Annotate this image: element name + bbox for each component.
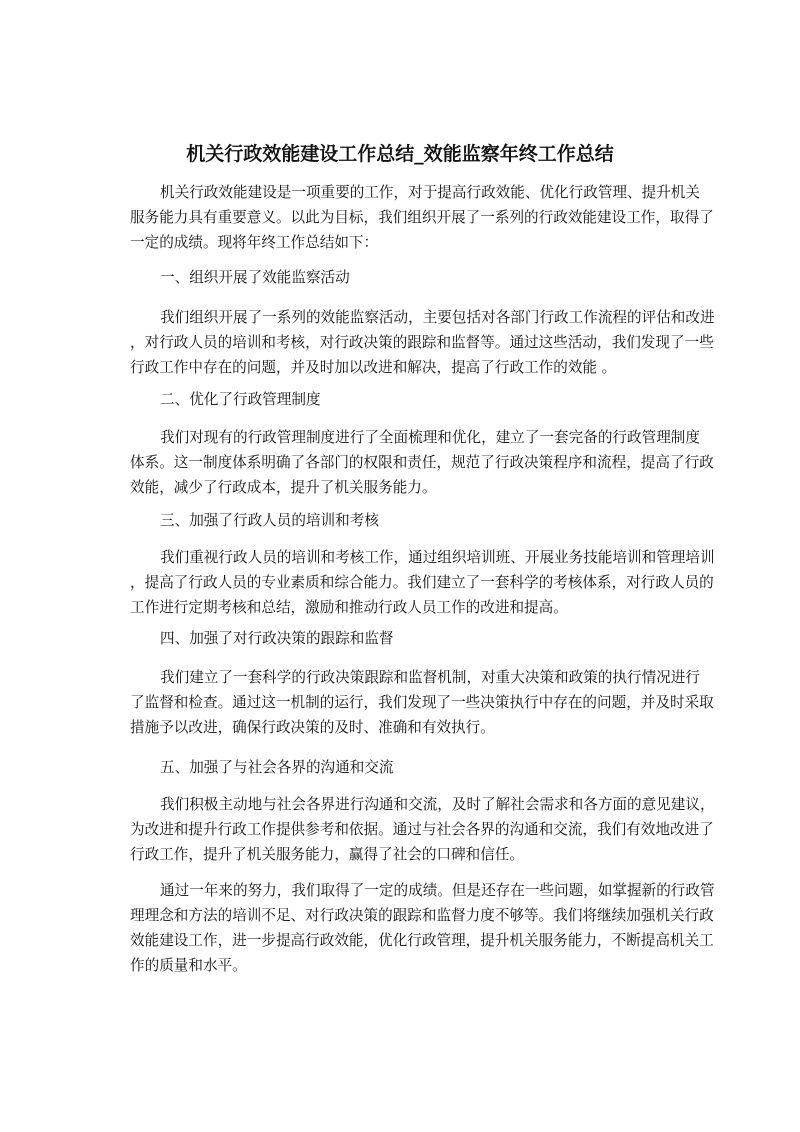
paragraph-line: 为改进和提升行政工作提供参考和依据。通过与社会各界的沟通和交流，我们有效地改进了 — [130, 821, 714, 838]
section-paragraph-5 — [130, 792, 715, 867]
section-heading-1: 一、组织开展了效能监察活动 — [160, 269, 350, 286]
paragraph-line: ，提高了行政人员的专业素质和综合能力。我们建立了一套科学的考核体系，对行政人员的 — [130, 574, 714, 591]
paragraph-line: ，对行政人员的培训和考核，对行政决策的跟踪和监督等。通过这些活动，我们发现了一些 — [130, 334, 714, 351]
conclusion-paragraph — [130, 878, 715, 978]
paragraph-line: 效能，减少了行政成本，提升了机关服务能力。 — [130, 479, 437, 496]
paragraph-line: 我们积极主动地与社会各界进行沟通和交流，及时了解社会需求和各方面的意见建议， — [160, 796, 715, 813]
section-heading-4: 四、加强了对行政决策的跟踪和监督 — [160, 630, 394, 647]
paragraph-line: 我们建立了一套科学的行政决策跟踪和监督机制，对重大决策和政策的执行情况进行 — [160, 669, 700, 686]
paragraph-line: 工作进行定期考核和总结，激励和推动行政人员工作的改进和提高。 — [130, 599, 568, 616]
paragraph-line: 我们组织开展了一系列的效能监察活动，主要包括对各部门行政工作流程的评估和改进 — [160, 309, 715, 326]
paragraph-line: 措施予以改进，确保行政决策的及时、准确和有效执行。 — [130, 719, 495, 736]
paragraph-line: 机关行政效能建设是一项重要的工作，对于提高行政效能、优化行政管理、提升机关 — [160, 184, 700, 201]
paragraph-line: 服务能力具有重要意义。以此为目标，我们组织开展了一系列的行政效能建设工作，取得了 — [130, 209, 714, 226]
section-heading-5: 五、加强了与社会各界的沟通和交流 — [160, 759, 394, 776]
paragraph-line: 通过一年来的努力，我们取得了一定的成绩。但是还存在一些问题，如掌握新的行政管 — [160, 882, 715, 899]
paragraph-line: 行政工作，提升了机关服务能力，赢得了社会的口碑和信任。 — [130, 846, 525, 863]
section-paragraph-3 — [130, 545, 715, 620]
paragraph-line: 我们对现有的行政管理制度进行了全面梳理和优化，建立了一套完备的行政管理制度 — [160, 429, 700, 446]
paragraph-line: 理理念和方法的培训不足、对行政决策的跟踪和监督力度不够等。我们将继续加强机关行政 — [130, 907, 714, 924]
paragraph-line: 一定的成绩。现将年终工作总结如下： — [130, 234, 379, 251]
section-heading-2: 二、优化了行政管理制度 — [160, 391, 321, 408]
paragraph-line: 了监督和检查。通过这一机制的运行，我们发现了一些决策执行中存在的问题，并及时采取 — [130, 694, 714, 711]
paragraph-line: 我们重视行政人员的培训和考核工作，通过组织培训班、开展业务技能培训和管理培训 — [160, 549, 715, 566]
section-paragraph-1 — [130, 305, 715, 380]
section-paragraph-2 — [130, 425, 714, 500]
section-paragraph-4 — [130, 665, 714, 740]
intro-paragraph — [130, 180, 714, 255]
section-heading-3: 三、加强了行政人员的培训和考核 — [160, 512, 379, 529]
paragraph-line: 作的质量和水平。 — [130, 957, 247, 974]
paragraph-line: 体系。这一制度体系明确了各部门的权限和责任，规范了行政决策程序和流程，提高了行政 — [130, 454, 714, 471]
document-title: 机关行政效能建设工作总结_效能监察年终工作总结 — [186, 143, 614, 165]
paragraph-line: 行政工作中存在的问题，并及时加以改进和解决，提高了行政工作的效能 。 — [130, 359, 617, 376]
paragraph-line: 效能建设工作，进一步提高行政效能，优化行政管理，提升机关服务能力，不断提高机关工 — [130, 932, 714, 949]
